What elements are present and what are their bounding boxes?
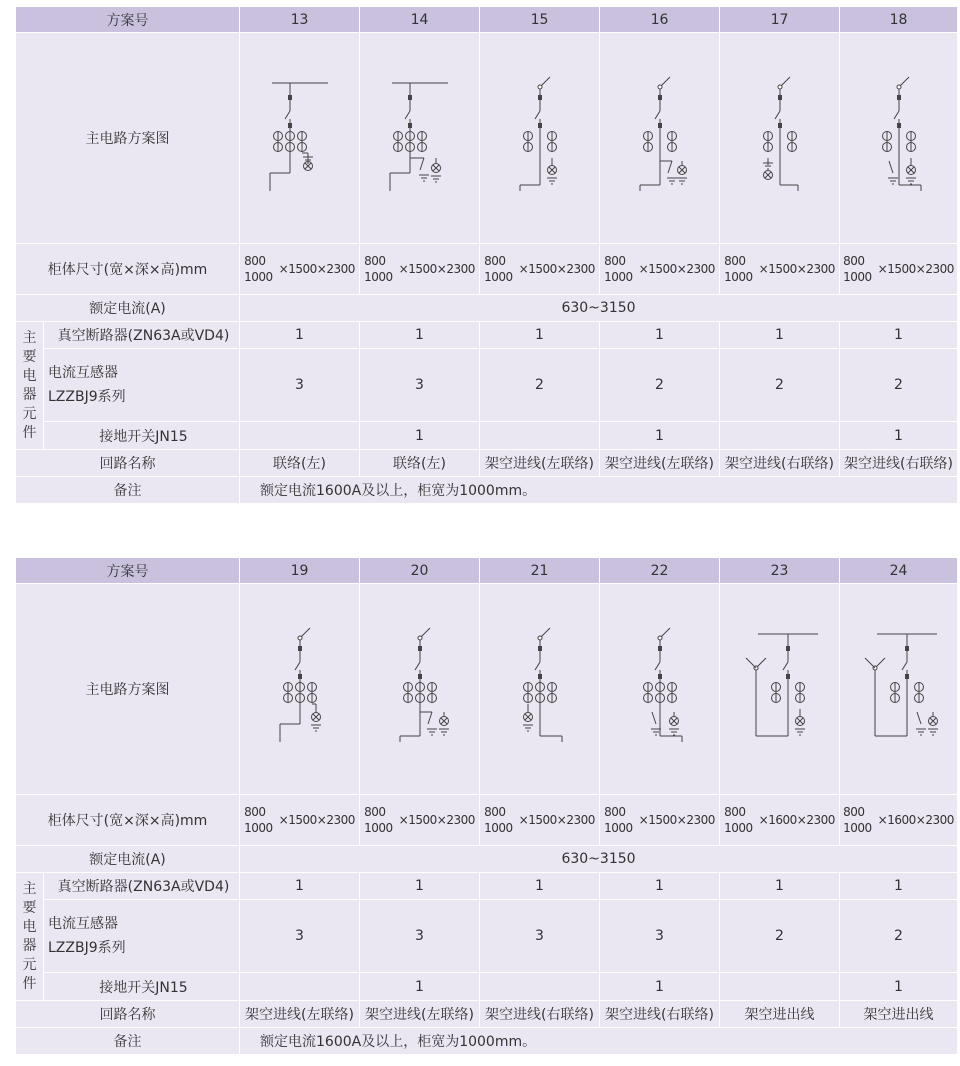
cabinet-size: 800 1000 ×1600×2300: [720, 795, 840, 846]
cabinet-size: 800 1000 ×1500×2300: [360, 795, 480, 846]
rated-current: 630~3150: [240, 295, 958, 322]
ct-qty: 2: [840, 349, 958, 422]
remark-text: 额定电流1600A及以上，柜宽为1000mm。: [240, 477, 958, 504]
ct-qty: 3: [480, 900, 600, 973]
ct-qty: 3: [600, 900, 720, 973]
vcb-qty: 1: [360, 322, 480, 349]
rated-current-label: 额定电流(A): [16, 295, 240, 322]
remarks-label: 备注: [16, 1028, 240, 1055]
circuit-name-label: 回路名称: [16, 1001, 240, 1028]
vcb-label: 真空断路器(ZN63A或VD4): [44, 322, 240, 349]
earth-switch-qty: 1: [600, 422, 720, 450]
vcb-qty: 1: [840, 873, 958, 900]
ct-qty: 3: [360, 349, 480, 422]
vcb-label: 真空断路器(ZN63A或VD4): [44, 873, 240, 900]
ct-qty: 3: [360, 900, 480, 973]
scheme-no: 14: [360, 7, 480, 33]
circuit-name-label: 回路名称: [16, 450, 240, 477]
ct-qty: 2: [840, 900, 958, 973]
scheme-no: 21: [480, 558, 600, 584]
earth-switch-qty: 1: [840, 973, 958, 1001]
cabinet-size: 800 1000 ×1500×2300: [720, 244, 840, 295]
cabinet-size: 800 1000 ×1600×2300: [840, 795, 958, 846]
scheme-no: 23: [720, 558, 840, 584]
circuit-diagram: [840, 584, 958, 795]
circuit-name: 架空进线(左联络): [600, 450, 720, 477]
cabinet-size: 800 1000 ×1500×2300: [480, 795, 600, 846]
ct-qty: 3: [240, 349, 360, 422]
cabinet-size: 800 1000 ×1500×2300: [840, 244, 958, 295]
remarks-label: 备注: [16, 477, 240, 504]
circuit-name: 架空进线(右联络): [600, 1001, 720, 1028]
vcb-qty: 1: [600, 873, 720, 900]
main-components-label: 主要电器元件: [16, 873, 44, 1001]
scheme-no-label: 方案号: [16, 7, 240, 33]
earth-switch-label: 接地开关JN15: [44, 422, 240, 450]
earth-switch-label: 接地开关JN15: [44, 973, 240, 1001]
cabinet-size: 800 1000 ×1500×2300: [480, 244, 600, 295]
ct-label: 电流互感器 LZZBJ9系列: [44, 900, 240, 973]
earth-switch-qty: 1: [600, 973, 720, 1001]
scheme-no: 22: [600, 558, 720, 584]
scheme-no: 20: [360, 558, 480, 584]
scheme-no: 16: [600, 7, 720, 33]
circuit-diagram: [360, 33, 480, 244]
scheme-table-2: [15, 557, 958, 1055]
vcb-qty: 1: [240, 873, 360, 900]
scheme-no: 24: [840, 558, 958, 584]
rated-current-label: 额定电流(A): [16, 846, 240, 873]
vcb-qty: 1: [480, 322, 600, 349]
vcb-qty: 1: [720, 873, 840, 900]
vcb-qty: 1: [480, 873, 600, 900]
circuit-diagram: [840, 33, 958, 244]
earth-switch-qty: [720, 973, 840, 1001]
circuit-name: 架空进出线: [720, 1001, 840, 1028]
vcb-qty: 1: [720, 322, 840, 349]
ct-qty: 2: [720, 900, 840, 973]
main-circuit-label: 主电路方案图: [16, 584, 240, 795]
remark-text: 额定电流1600A及以上，柜宽为1000mm。: [240, 1028, 958, 1055]
circuit-diagram: [240, 584, 360, 795]
cabinet-size-label: 柜体尺寸(宽×深×高)mm: [16, 244, 240, 295]
circuit-name: 架空进线(右联络): [720, 450, 840, 477]
scheme-no: 19: [240, 558, 360, 584]
vcb-qty: 1: [840, 322, 958, 349]
cabinet-size: 800 1000 ×1500×2300: [240, 244, 360, 295]
main-circuit-label: 主电路方案图: [16, 33, 240, 244]
circuit-diagram: [480, 584, 600, 795]
cabinet-size: 800 1000 ×1500×2300: [600, 244, 720, 295]
ct-qty: 3: [240, 900, 360, 973]
vcb-qty: 1: [240, 322, 360, 349]
circuit-name: 架空进线(左联络): [240, 1001, 360, 1028]
scheme-no: 15: [480, 7, 600, 33]
ct-qty: 2: [480, 349, 600, 422]
vcb-qty: 1: [360, 873, 480, 900]
ct-qty: 2: [600, 349, 720, 422]
scheme-no: 17: [720, 7, 840, 33]
scheme-no: 18: [840, 7, 958, 33]
earth-switch-qty: 1: [360, 973, 480, 1001]
circuit-name: 架空进线(右联络): [480, 1001, 600, 1028]
circuit-name: 联络(左): [360, 450, 480, 477]
cabinet-size-label: 柜体尺寸(宽×深×高)mm: [16, 795, 240, 846]
circuit-diagram: [720, 33, 840, 244]
circuit-diagram: [480, 33, 600, 244]
earth-switch-qty: 1: [840, 422, 958, 450]
earth-switch-qty: [480, 422, 600, 450]
main-components-label: 主要电器元件: [16, 322, 44, 450]
circuit-diagram: [360, 584, 480, 795]
circuit-diagram: [600, 33, 720, 244]
circuit-name: 架空进线(左联络): [480, 450, 600, 477]
circuit-diagram: [720, 584, 840, 795]
circuit-name: 架空进出线: [840, 1001, 958, 1028]
scheme-no: 13: [240, 7, 360, 33]
earth-switch-qty: [240, 973, 360, 1001]
cabinet-size: 800 1000 ×1500×2300: [360, 244, 480, 295]
ct-qty: 2: [720, 349, 840, 422]
rated-current: 630~3150: [240, 846, 958, 873]
scheme-no-label: 方案号: [16, 558, 240, 584]
cabinet-size: 800 1000 ×1500×2300: [600, 795, 720, 846]
circuit-diagram: [600, 584, 720, 795]
cabinet-size: 800 1000 ×1500×2300: [240, 795, 360, 846]
ct-label: 电流互感器 LZZBJ9系列: [44, 349, 240, 422]
scheme-table-1: [15, 6, 958, 504]
circuit-name: 架空进线(右联络): [840, 450, 958, 477]
circuit-name: 联络(左): [240, 450, 360, 477]
vcb-qty: 1: [600, 322, 720, 349]
earth-switch-qty: 1: [360, 422, 480, 450]
circuit-diagram: [240, 33, 360, 244]
earth-switch-qty: [720, 422, 840, 450]
earth-switch-qty: [240, 422, 360, 450]
circuit-name: 架空进线(左联络): [360, 1001, 480, 1028]
earth-switch-qty: [480, 973, 600, 1001]
